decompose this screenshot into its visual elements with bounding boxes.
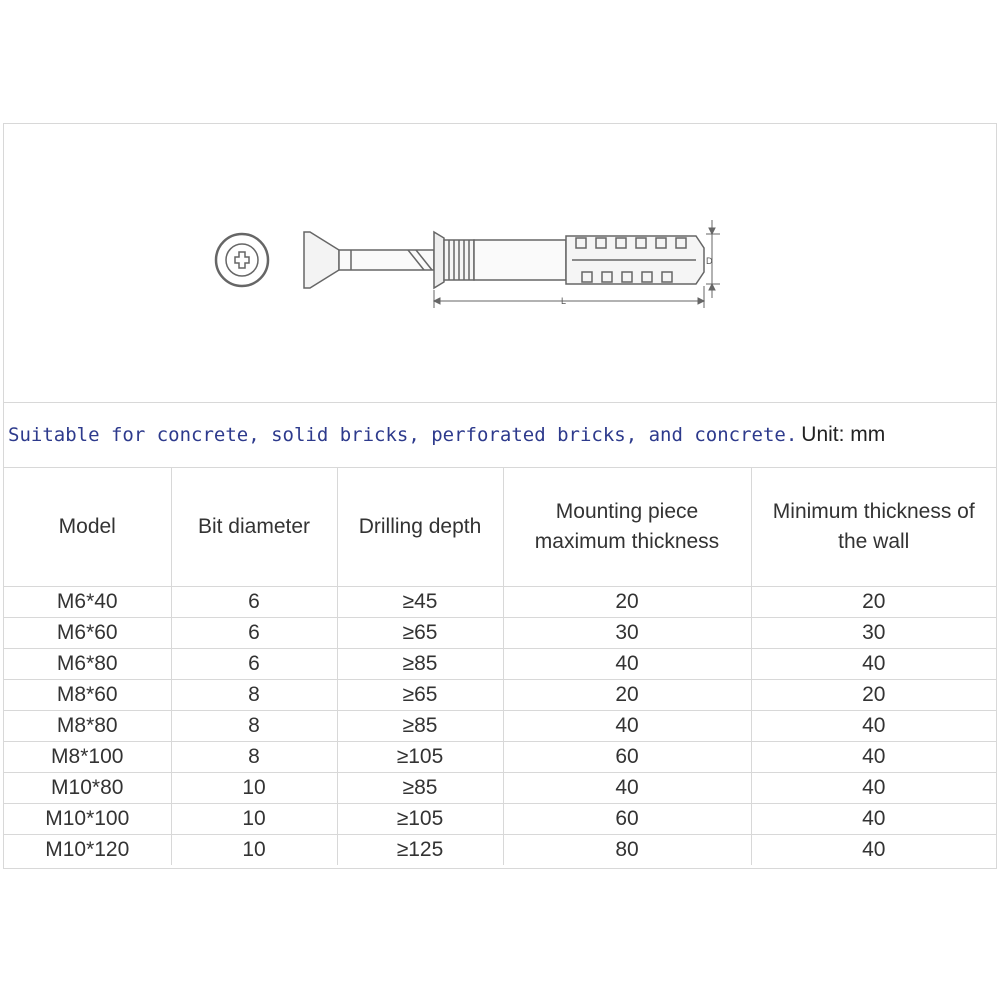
- usage-caption: Suitable for concrete, solid bricks, perforated bricks, and concrete.: [8, 424, 798, 446]
- product-drawing: [4, 124, 996, 403]
- cell-drilling-depth: ≥85: [337, 773, 503, 804]
- cell-drilling-depth: ≥125: [337, 835, 503, 866]
- cell-wall-thickness: 20: [751, 680, 996, 711]
- anchor-screw-diagram: [4, 124, 996, 402]
- cell-bit-diameter: 8: [171, 711, 337, 742]
- cell-mounting-thickness: 60: [503, 804, 751, 835]
- cell-mounting-thickness: 40: [503, 773, 751, 804]
- cell-bit-diameter: 8: [171, 680, 337, 711]
- cell-model: M6*40: [4, 587, 171, 618]
- dimension-l-marker: [434, 286, 704, 308]
- cell-bit-diameter: 10: [171, 835, 337, 866]
- cell-bit-diameter: 8: [171, 742, 337, 773]
- cell-wall-thickness: 40: [751, 711, 996, 742]
- cell-mounting-thickness: 80: [503, 835, 751, 866]
- cell-mounting-thickness: 20: [503, 680, 751, 711]
- cell-drilling-depth: ≥45: [337, 587, 503, 618]
- header-bit-diameter: Bit diameter: [171, 467, 337, 587]
- spec-table: [4, 467, 996, 865]
- table-row: [4, 587, 996, 618]
- header-model: Model: [4, 467, 171, 587]
- cell-mounting-thickness: 40: [503, 711, 751, 742]
- cell-wall-thickness: 40: [751, 835, 996, 866]
- cell-model: M10*120: [4, 835, 171, 866]
- table-header-row: [4, 467, 996, 587]
- cell-bit-diameter: 6: [171, 618, 337, 649]
- cell-mounting-thickness: 30: [503, 618, 751, 649]
- cell-model: M6*80: [4, 649, 171, 680]
- cell-bit-diameter: 6: [171, 587, 337, 618]
- header-mounting-max-thickness: Mounting piece maximum thickness: [503, 467, 751, 587]
- cell-drilling-depth: ≥65: [337, 618, 503, 649]
- table-row: [4, 711, 996, 742]
- cell-mounting-thickness: 40: [503, 649, 751, 680]
- dimension-d-label: D: [706, 256, 713, 266]
- table-row: [4, 773, 996, 804]
- table-row: [4, 804, 996, 835]
- table-row: [4, 618, 996, 649]
- cell-wall-thickness: 30: [751, 618, 996, 649]
- cell-wall-thickness: 20: [751, 587, 996, 618]
- anchor-side-view: [304, 232, 704, 288]
- cell-wall-thickness: 40: [751, 804, 996, 835]
- cell-drilling-depth: ≥85: [337, 649, 503, 680]
- cell-model: M8*80: [4, 711, 171, 742]
- table-row: [4, 680, 996, 711]
- cell-wall-thickness: 40: [751, 742, 996, 773]
- spec-sheet: [3, 123, 997, 869]
- cell-wall-thickness: 40: [751, 649, 996, 680]
- cell-model: M6*60: [4, 618, 171, 649]
- cell-model: M10*100: [4, 804, 171, 835]
- unit-label: Unit: mm: [801, 423, 886, 446]
- table-row: [4, 649, 996, 680]
- header-min-wall-thickness: Minimum thickness of the wall: [751, 467, 996, 587]
- cell-drilling-depth: ≥85: [337, 711, 503, 742]
- table-row: [4, 835, 996, 866]
- header-drilling-depth: Drilling depth: [337, 467, 503, 587]
- cell-drilling-depth: ≥105: [337, 742, 503, 773]
- cell-mounting-thickness: 60: [503, 742, 751, 773]
- cell-drilling-depth: ≥105: [337, 804, 503, 835]
- caption-row: [4, 403, 996, 468]
- cell-wall-thickness: 40: [751, 773, 996, 804]
- cell-model: M8*100: [4, 742, 171, 773]
- cell-bit-diameter: 10: [171, 804, 337, 835]
- table-row: [4, 742, 996, 773]
- dimension-l-label: L: [561, 296, 567, 306]
- cell-bit-diameter: 6: [171, 649, 337, 680]
- cell-drilling-depth: ≥65: [337, 680, 503, 711]
- cell-bit-diameter: 10: [171, 773, 337, 804]
- cell-model: M8*60: [4, 680, 171, 711]
- screw-head-icon: [216, 234, 268, 286]
- cell-mounting-thickness: 20: [503, 587, 751, 618]
- cell-model: M10*80: [4, 773, 171, 804]
